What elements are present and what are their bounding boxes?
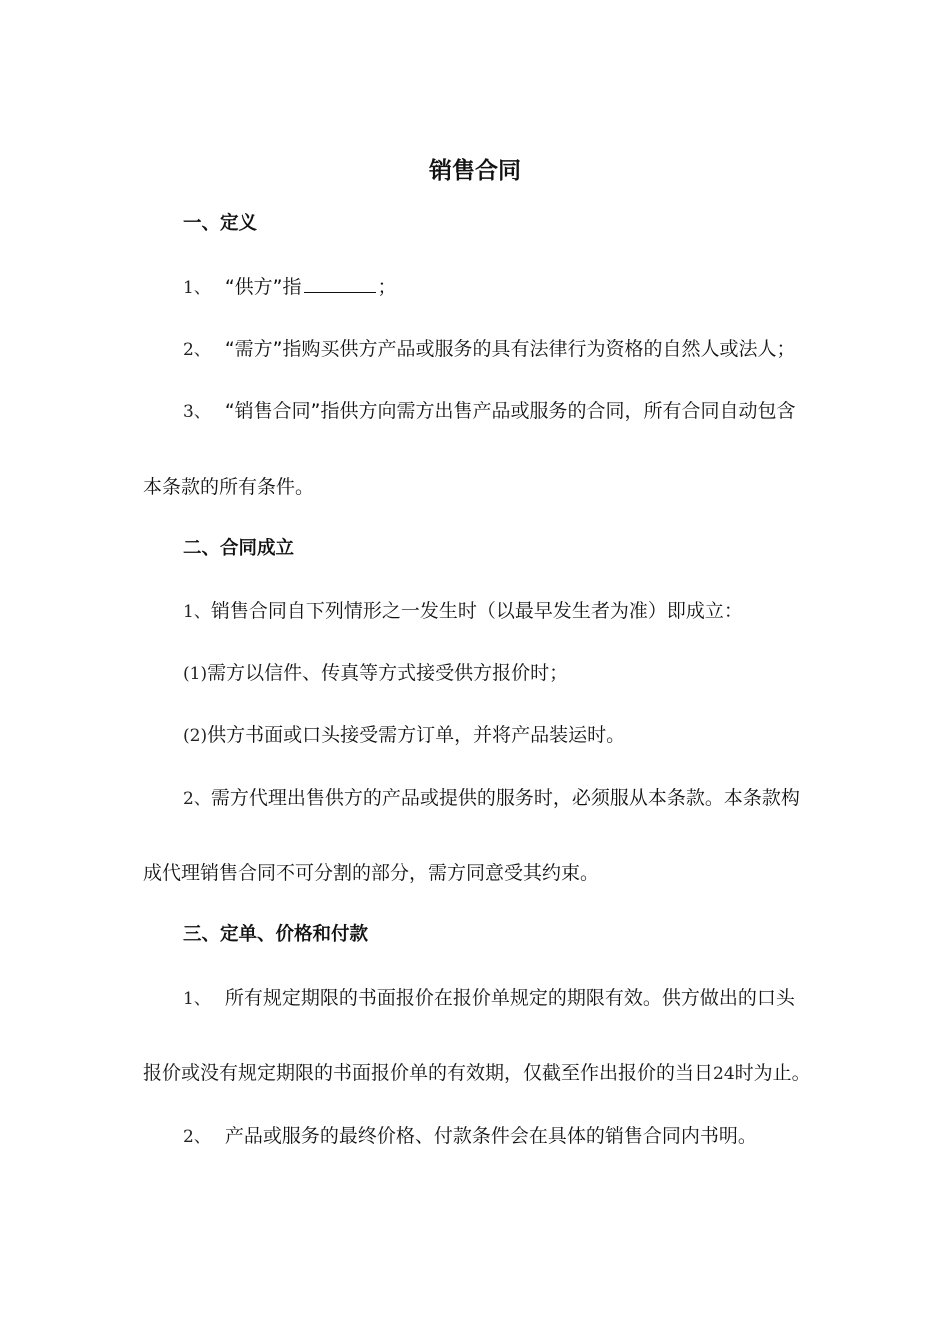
clause-2-2-continued: 成代理销售合同不可分割的部分，需方同意受其约束。 [143,862,600,884]
clause-2-2 [183,786,800,811]
section-heading-formation: 二、合同成立 [183,538,295,559]
clause-text: 报价或没有规定期限的书面报价单的有效期，仅截至作出报价的当日 [143,1062,714,1084]
clause-text: 供方书面或口头接受需方订单，并将产品装运时。 [207,724,626,746]
clause-1-2 [183,337,796,362]
clause-1-3 [183,399,796,424]
clause-text: “需方”指购买供方产品或服务的具有法律行为资格的自然人或法人； [224,338,796,360]
clause-number: 2、 [183,789,211,809]
clause-number: (2) [183,726,208,746]
clause-number: (1) [183,664,208,684]
clause-text-end: 时为止。 [734,1062,811,1084]
clause-2-1 [183,599,743,624]
clause-number: 3、 [183,402,211,422]
clause-text: 需方以信件、传真等方式接受供方报价时； [207,662,569,684]
clause-text: “供方”指 [224,276,302,298]
clause-3-1-continued [143,1061,811,1086]
clause-number: 2、 [183,1127,211,1147]
clause-1-1 [183,275,397,300]
section-heading-definitions: 一、定义 [183,213,258,234]
clause-number: 2、 [183,340,211,360]
clause-2-1-1 [183,661,568,686]
blank-underline [304,276,376,293]
clause-text: 销售合同自下列情形之一发生时（以最早发生者为准）即成立： [210,600,743,622]
clause-1-3-continued: 本条款的所有条件。 [143,476,315,498]
clause-text: “销售合同”指供方向需方出售产品或服务的合同，所有合同自动包含 [224,400,796,422]
clause-number: 1、 [183,278,211,298]
clause-text-end: ； [377,276,397,298]
hour-number: 24 [713,1064,735,1084]
document-title: 销售合同 [429,158,521,184]
clause-3-1 [183,986,795,1011]
clause-2-1-2 [183,723,625,748]
section-heading-orders-pricing: 三、定单、价格和付款 [183,924,369,945]
clause-text: 需方代理出售供方的产品或提供的服务时，必须服从本条款。本条款构 [210,787,800,809]
clause-3-2 [183,1124,757,1149]
clause-text: 产品或服务的最终价格、付款条件会在具体的销售合同内书明。 [224,1125,757,1147]
clause-number: 1、 [183,602,211,622]
clause-number: 1、 [183,989,211,1009]
clause-text: 所有规定期限的书面报价在报价单规定的期限有效。供方做出的口头 [224,987,795,1009]
